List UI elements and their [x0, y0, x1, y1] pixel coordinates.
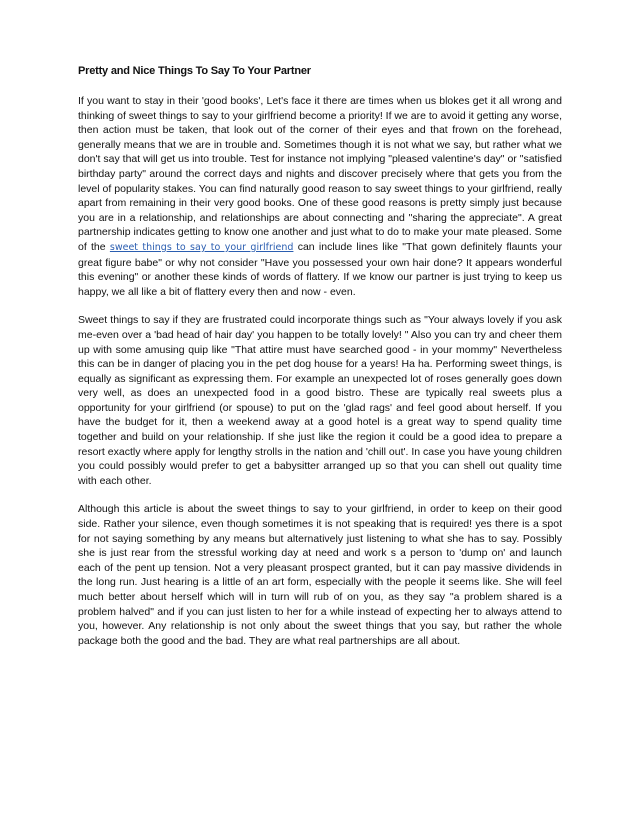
paragraph-2: Sweet things to say if they are frustrated could incorporate things such as "Your always lovely if you ask me-even over a 'bad head of hair day' you happen to be totally lovely! " Also you can try and cheer them up with some amusing quip like "That attire must have searched good - in your mommy" Nevertheless this can be in danger of placing you in the pet dog house for a years! Ha ha. Performing sweet things, is equally as significant as expressing them. For example an unexpected lot of roses generally goes down very well, as does an unexpected food in a good bistro. These are typically real sweets plus a opportunity for your girlfriend (or spouse) to put on the 'glad rags' and feel good about herself. If you have the budget for it, then a weekend away at a good hotel is a great way to spend quality time together and build on your relationship. If she just like the region it could be a good idea to prepare a resort exactly where apply for lengthy strolls in the nation and 'chill out'. In case you have young children you could possibly would prefer to get a babysitter arranged up so that you can shell out quality time with each other. [78, 314, 562, 487]
paragraph-1 [78, 94, 562, 299]
document-title: Pretty and Nice Things To Say To Your Partner [78, 65, 311, 77]
sweet-things-link[interactable]: sweet things to say to your girlfriend [109, 241, 294, 253]
paragraph-1-text-after-link: can include lines like "That gown definitely flaunts your great figure babe" or why not consider "Have you possessed your own hair done? It appears wonderful this evening" or another these kinds of words of flattery. If we know our partner is just trying to keep us happy, we all like a bit of flattery every then and now - even. [78, 240, 562, 298]
paragraph-1-text-before-link: If you want to stay in their 'good books', Let's face it there are times when us blokes get it all wrong and thinking of sweet things to say to your girlfriend become a priority! If we are to avoid it getting any worse, then action must be taken, that look out of the corner of their eyes and that frown on the forehead, generally means that we are in trouble and. Sometimes though it is not what we say, but rather what we don't say that will get us into trouble. Test for instance not implying "pleased valentine's day" or "satisfied birthday party" around the correct days and nights and discover precisely where that gets you from the level of popularity stakes. You can find naturally good reason to say sweet things to your girlfriend, really apart from remaining in their very good books. One of these good reasons is pretty simply just because you are in a relationship, and relationships are about connecting and "sharing the appreciate". A great partnership indicates getting to know one another and just what to do to make your mate pleased. Some of the [78, 95, 562, 253]
paragraph-3: Although this article is about the sweet things to say to your girlfriend, in order to keep on their good side. Rather your silence, even though sometimes it is not speaking that is required! yes there is a spot for not saying something by any means but alternatively just listening to what she has to say. Possibly she is just rear from the stressful working day at need and work s a person to 'dump on' and launch each of the pent up tension. Not a very pleasant prospect granted, but it can pay massive dividends in the long run. Just hearing is a little of an art form, especially with the people it seems like. She will feel much better about herself which will in turn will rub of on you, as they say "a problem shared is a problem halved" and if you can just listen to her for a while instead of expecting her to always attend to you, however. Any relationship is not only about the sweet things that you say, but rather the whole package both the good and the bad. They are what real partnerships are all about. [78, 503, 562, 647]
document-page [78, 64, 562, 662]
